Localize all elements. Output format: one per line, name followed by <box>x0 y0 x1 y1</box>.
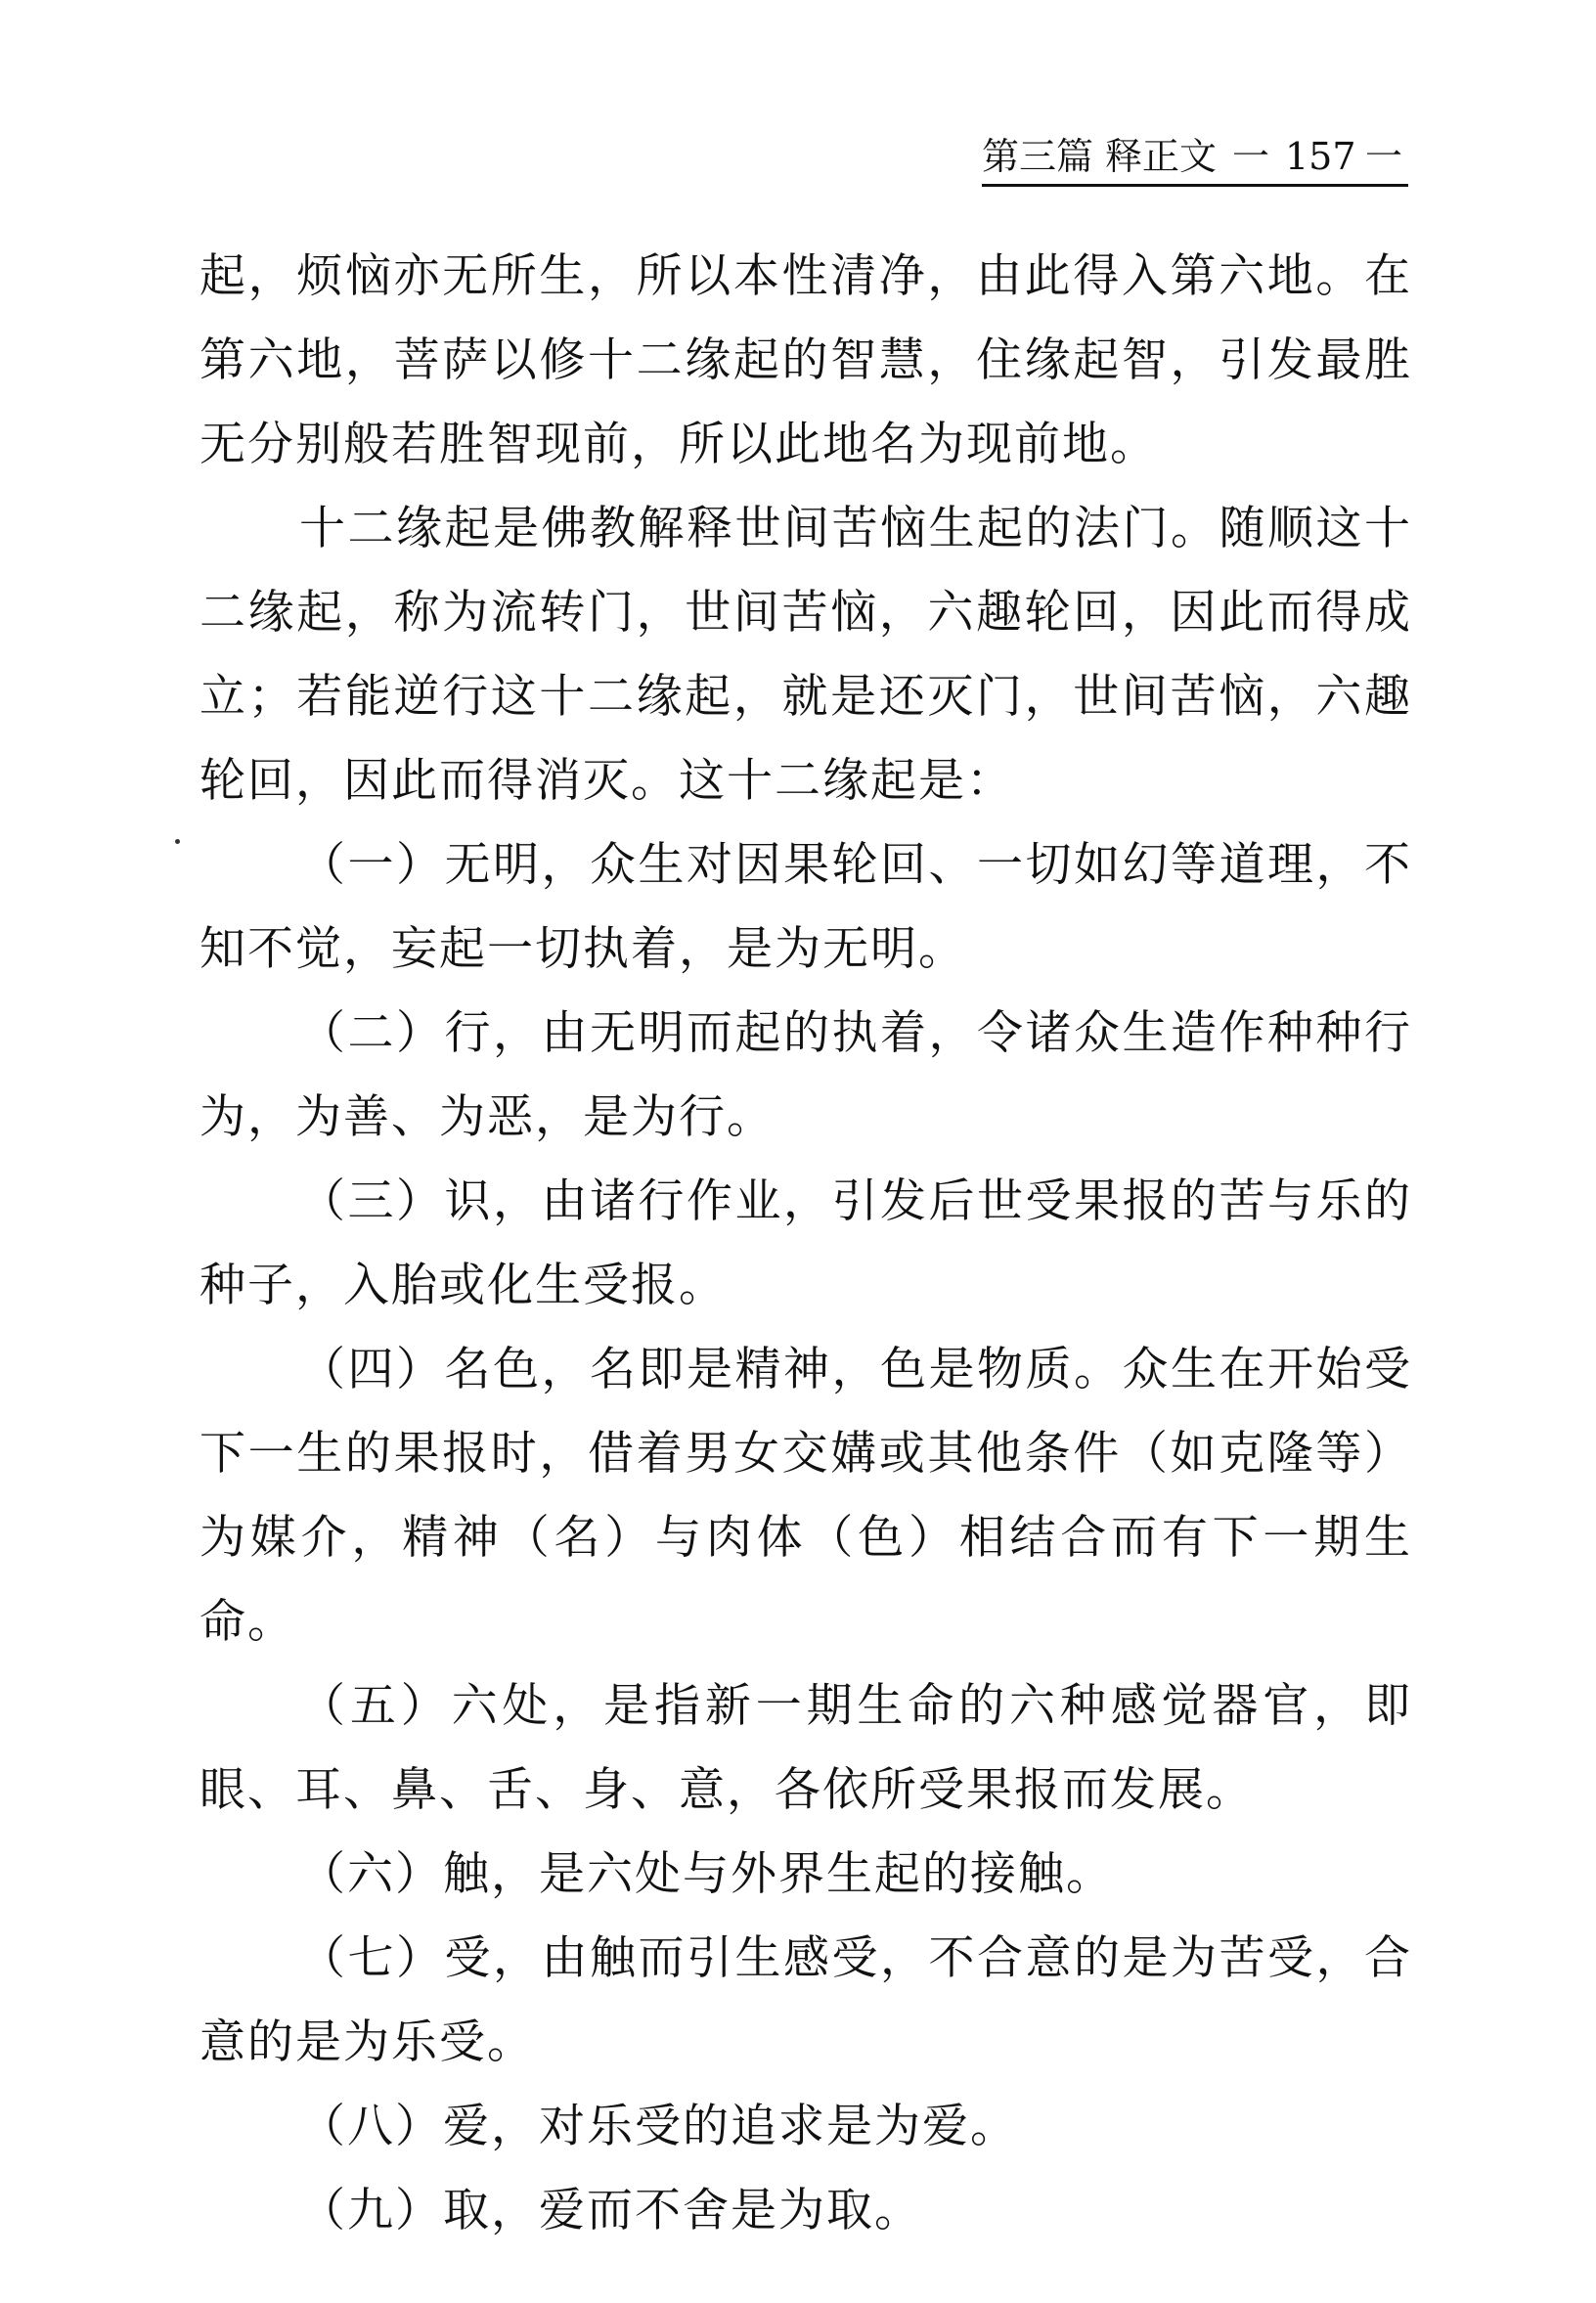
page-dash-left: 一 <box>1232 135 1270 178</box>
list-item-1: （一）无明，众生对因果轮回、一切如幻等道理，不知不觉，妄起一切执着，是为无明。 <box>200 838 1412 976</box>
scan-speck <box>175 839 180 844</box>
list-item-2: （二）行，由无明而起的执着，令诸众生造作种种行为，为善、为恶，是为行。 <box>200 1006 1412 1144</box>
list-item-9: （九）取，爱而不舍是为取。 <box>299 2184 922 2237</box>
chapter-label: 第三篇 <box>982 135 1094 178</box>
list-item-7: （七）受，由触而引生感受，不合意的是为苦受，合意的是为乐受。 <box>200 1931 1412 2069</box>
list-item-5: （五）六处，是指新一期生命的六种感觉器官，即眼、耳、鼻、舌、身、意，各依所受果报而发展。 <box>200 1679 1412 1817</box>
paragraph-continuation: 起，烦恼亦无所生，所以本性清净，由此得入第六地。在第六地，菩萨以修十二缘起的智慧，住缘起智，引发最胜无分别般若胜智现前，所以此地名为现前地。 <box>200 249 1412 471</box>
list-item-4: （四）名色，名即是精神，色是物质。众生在开始受下一生的果报时，借着男女交媾或其他条件（如克隆等）为媒介，精神（名）与肉体（色）相结合而有下一期生命。 <box>200 1343 1412 1649</box>
section-title: 释正文 <box>1105 135 1218 178</box>
page-number: 157 <box>1285 135 1356 178</box>
running-header <box>982 129 1408 187</box>
list-item-3: （三）识，由诸行作业，引发后世受果报的苦与乐的种子，入胎或化生受报。 <box>200 1174 1412 1312</box>
main-text <box>200 235 1412 2253</box>
list-item-6: （六）触，是六处与外界生起的接触。 <box>299 1847 1114 1901</box>
page-dash-right: 一 <box>1365 135 1403 178</box>
list-item-8: （八）爱，对乐受的追求是为爱。 <box>299 2100 1018 2153</box>
paragraph-intro: 十二缘起是佛教解释世间苦恼生起的法门。随顺这十二缘起，称为流转门，世间苦恼，六趣轮回，因此而得成立；若能逆行这十二缘起，就是还灭门，世间苦恼，六趣轮回，因此而得消灭。这十二缘起是： <box>200 502 1412 808</box>
